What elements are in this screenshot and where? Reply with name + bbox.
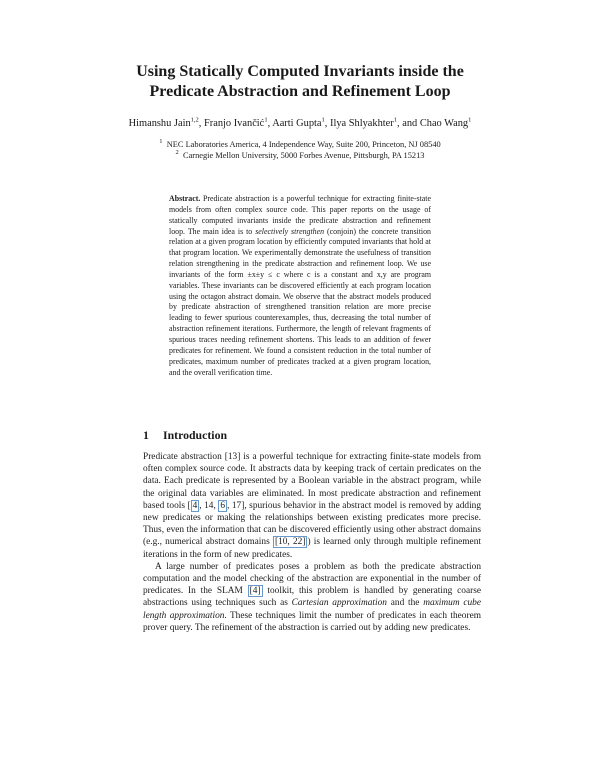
section-heading xyxy=(143,428,227,443)
author-affil-mark: 1 xyxy=(264,116,268,124)
title-line-2: Predicate Abstraction and Refinement Loop xyxy=(149,83,451,100)
author-list: Himanshu Jain$^{1,2}$, Franjo Ivančić$^1$, Aarti Gupta$^1$, Ilya Shlyakhter$^1$, and Chao Wang$^1$ xyxy=(128,116,472,129)
abstract-emphasis: selectively strengthen xyxy=(255,226,325,236)
paragraph-text: Predicate abstraction [13] is a powerful technique for extracting finite-state models from often complex source code. It abstracts data by keeping track of certain predicates on the data. Each predicate is represented by a Boolean variable in the abstract program, while the original data variables are eliminated. In most predicate abstraction and refinement based tools [ xyxy=(143,452,481,511)
abstract-text: (conjoin) the concrete transition relation at a given program location by efficiently computed invariants that hold at that program location. We experimentally demonstrate the usefulness of transition relation strengthening in the predicate abstraction and refinement loop. We use invariants of the form ±x±y ≤ c where c is a constant and x,y are program variables. These invariants can be discovered efficiently at each program location using the octagon abstract domain. We observe that the abstract models produced by predicate abstraction of strengthened transition relation are more precise leading to fewer spurious counterexamples, thus, decreasing the total number of abstraction refinement iterations. Furthermore, the length of relevant fragments of spurious traces needing refinement shortens. This leads to an addition of fewer predicates for refinement. We found a consistent reduction in the total number of predicates, maximum number of predicates tracked at a given program location, and the overall verification time. xyxy=(169,226,431,377)
paragraph xyxy=(143,451,481,561)
author-name: Himanshu Jain xyxy=(128,118,191,129)
citation-link[interactable]: 4 xyxy=(192,500,198,511)
section-number: 1 xyxy=(143,428,149,442)
author-affil-mark: 1 xyxy=(468,116,472,124)
affiliation-mark: 2 xyxy=(175,149,179,157)
section-title: Introduction xyxy=(163,428,228,442)
paragraph xyxy=(143,561,481,634)
affiliations xyxy=(0,139,600,161)
author-name: Franjo Ivančić xyxy=(204,118,265,129)
author-affil-mark: 1 xyxy=(321,116,325,124)
author-name: Aarti Gupta xyxy=(272,118,322,129)
paragraph-emphasis: Cartesian approximation xyxy=(291,598,387,609)
author-name: Chao Wang xyxy=(419,118,469,129)
affiliation xyxy=(0,139,600,150)
paragraph-text: , 17], spurious behavior in the abstract model is removed by adding new predicates or making the relationships between existing predicates more precise. Thus, even the information that can be discovered efficiently using other abstract domains (e.g., numerical abstract domains xyxy=(143,500,482,548)
paragraph-text: and the xyxy=(386,598,424,609)
paragraph-text: toolkit, this problem is handled by generating coarse abstractions using techniques such as xyxy=(143,586,481,609)
author-affil-mark: 1,2 xyxy=(190,116,199,124)
affiliation-mark: 1 xyxy=(159,138,163,146)
title-line-1: Using Statically Computed Invariants inside the xyxy=(136,63,464,80)
paragraph-text: ) is learned only through multiple refinement iterations in the form of new predicates. xyxy=(143,537,481,560)
paragraph-text: , 14, xyxy=(199,500,219,511)
paragraph-text: . These techniques limit the number of predicates in each theorem prover query. The refinement of the abstraction is carried out by adding new predicates. xyxy=(143,610,481,633)
abstract xyxy=(169,194,431,378)
affiliation-text: NEC Laboratories America, 4 Independence Way, Suite 200, Princeton, NJ 08540 xyxy=(166,140,441,149)
affiliation xyxy=(0,150,600,161)
citation-link[interactable]: 6 xyxy=(220,500,226,511)
abstract-label: Abstract. xyxy=(169,194,201,203)
author-affil-mark: 1 xyxy=(393,116,398,124)
paragraph-emphasis: maximum cube length approximation xyxy=(143,598,481,621)
body-text xyxy=(143,451,481,634)
paper-title xyxy=(0,62,600,102)
abstract-text: Predicate abstraction is a powerful technique for extracting finite-state models from often complex source code. This paper reports on the usage of statically computed invariants inside the predicate abstraction and refinement loop. The main idea is to xyxy=(169,194,431,236)
citation-link[interactable]: [4] xyxy=(249,586,261,597)
paragraph-text: A large number of predicates poses a problem as both the predicate abstraction computation and the model checking of the abstraction are exponential in the number of predicates. In the SLAM xyxy=(143,561,481,597)
affiliation-text: Carnegie Mellon University, 5000 Forbes Avenue, Pittsburgh, PA 15213 xyxy=(182,151,425,160)
citation-link[interactable]: [10, 22] xyxy=(274,537,306,548)
author-name: Ilya Shlyakhter xyxy=(329,118,394,129)
